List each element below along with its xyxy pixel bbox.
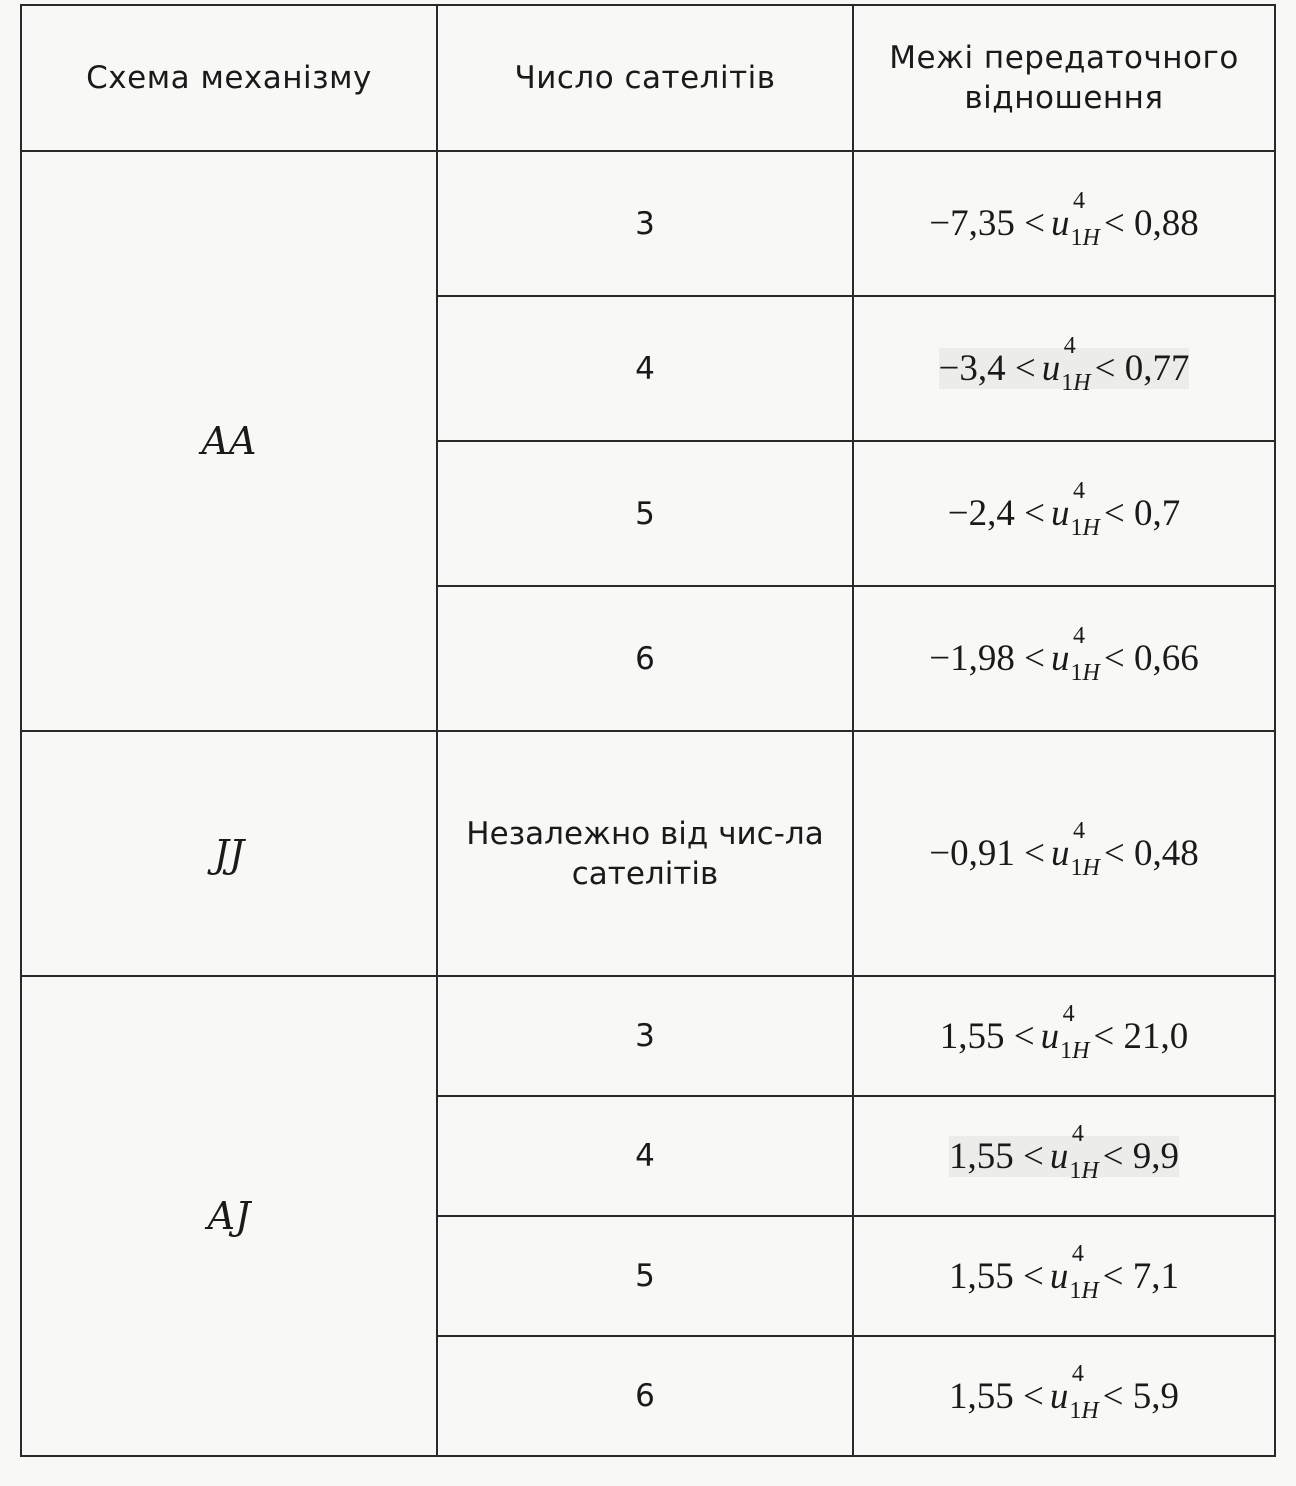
range-high: < 0,77 bbox=[1094, 348, 1190, 389]
table-header-row bbox=[21, 5, 1275, 151]
ratio-range-cell bbox=[853, 1096, 1275, 1216]
scheme-jj: JJ bbox=[21, 731, 437, 976]
range-low: 1,55 < bbox=[948, 1255, 1044, 1297]
satellites-cell bbox=[437, 731, 853, 976]
satellites-independent-text: Незалежно від чис-ла сателітів bbox=[466, 815, 824, 892]
ratio-variable: u 4 $_{1H}$ bbox=[1049, 1120, 1099, 1184]
range-low: 1,55 < bbox=[948, 1375, 1044, 1417]
table-row bbox=[21, 976, 1275, 1096]
ratio-variable: u 4 $_{1H}$ bbox=[1051, 188, 1100, 251]
satellites-cell: 5 bbox=[437, 441, 853, 586]
ratio-range-cell bbox=[853, 1216, 1275, 1336]
range-low: −3,4 < bbox=[938, 348, 1036, 389]
ratio-variable: u 4 $_{1H}$ bbox=[1041, 333, 1091, 396]
ratio-variable: u 4 $_{1H}$ bbox=[1040, 1000, 1090, 1064]
satellites-cell: 4 bbox=[437, 1096, 853, 1216]
range-high: < 0,66 bbox=[1103, 638, 1199, 679]
range-high: < 0,48 bbox=[1103, 833, 1199, 874]
range-low: 1,55 < bbox=[948, 1135, 1044, 1177]
satellites-cell: 3 bbox=[437, 151, 853, 296]
scheme-aa: AA bbox=[21, 151, 437, 731]
satellites-cell: 3 bbox=[437, 976, 853, 1096]
table-row bbox=[21, 731, 1275, 976]
ratio-variable: u 4 $_{1H}$ bbox=[1051, 623, 1100, 686]
range-low: −1,98 < bbox=[929, 638, 1045, 679]
ratio-variable: u 4 $_{1H}$ bbox=[1049, 1360, 1099, 1424]
range-low: −2,4 < bbox=[947, 493, 1045, 534]
range-low: 1,55 < bbox=[939, 1015, 1035, 1057]
gear-ratio-table bbox=[20, 4, 1276, 1457]
satellites-cell: 4 bbox=[437, 296, 853, 441]
range-high: < 0,7 bbox=[1103, 493, 1181, 534]
satellites-cell: 6 bbox=[437, 1336, 853, 1456]
ratio-range-cell bbox=[853, 151, 1275, 296]
range-low: −7,35 < bbox=[929, 203, 1045, 244]
ratio-range-cell bbox=[853, 1336, 1275, 1456]
ratio-variable: u 4 $_{1H}$ bbox=[1051, 818, 1100, 881]
range-high: < 21,0 bbox=[1093, 1015, 1189, 1057]
ratio-range-cell bbox=[853, 586, 1275, 731]
ratio-variable: u 4 $_{1H}$ bbox=[1051, 478, 1100, 541]
range-high: < 7,1 bbox=[1102, 1255, 1180, 1297]
scheme-aj: AJ bbox=[21, 976, 437, 1456]
table-row bbox=[21, 151, 1275, 296]
satellites-cell: 6 bbox=[437, 586, 853, 731]
ratio-range-cell bbox=[853, 731, 1275, 976]
header-limits: Межі передаточного відношення bbox=[853, 5, 1275, 151]
ratio-range-cell bbox=[853, 296, 1275, 441]
range-high: < 9,9 bbox=[1102, 1135, 1180, 1177]
range-high: < 5,9 bbox=[1102, 1375, 1180, 1417]
ratio-variable: u 4 $_{1H}$ bbox=[1049, 1240, 1099, 1304]
ratio-range-cell bbox=[853, 441, 1275, 586]
header-satellites: Число сателітів bbox=[437, 5, 853, 151]
satellites-cell: 5 bbox=[437, 1216, 853, 1336]
range-high: < 0,88 bbox=[1103, 203, 1199, 244]
ratio-range-cell bbox=[853, 976, 1275, 1096]
header-scheme: Схема механізму bbox=[21, 5, 437, 151]
range-low: −0,91 < bbox=[929, 833, 1045, 874]
